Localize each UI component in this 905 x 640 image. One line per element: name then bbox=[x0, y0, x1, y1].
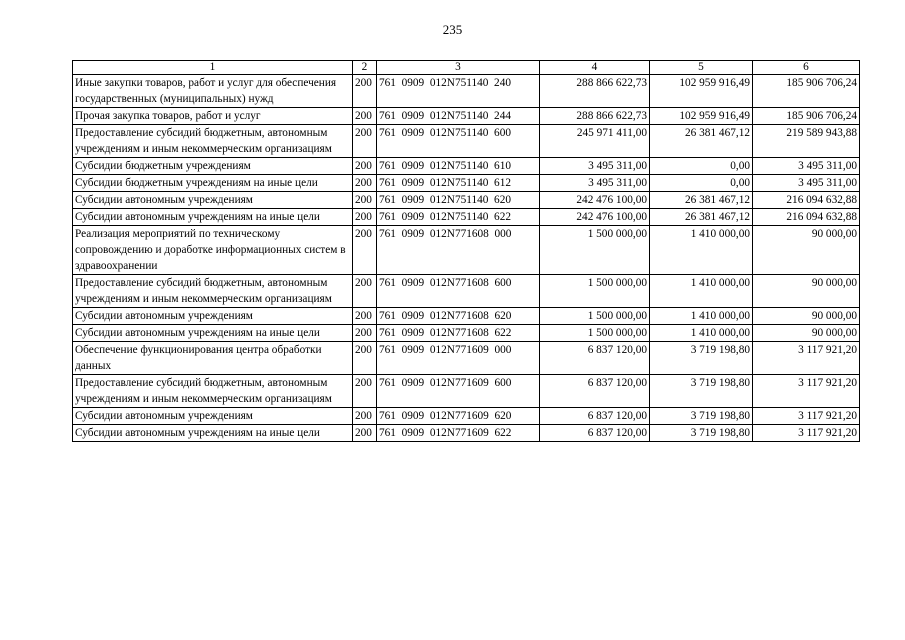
amount-col-6: 90 000,00 bbox=[753, 325, 860, 342]
classification-code: 761 0909 012N771608 620 bbox=[377, 308, 540, 325]
budget-item-name: Субсидии автономным учреждениям на иные цели bbox=[73, 209, 353, 226]
table-row bbox=[73, 125, 860, 158]
header-cell-2: 2 bbox=[353, 61, 377, 75]
table-row bbox=[73, 325, 860, 342]
section-code: 200 bbox=[353, 192, 377, 209]
budget-item-name: Субсидии автономным учреждениям bbox=[73, 308, 353, 325]
classification-code: 761 0909 012N771609 622 bbox=[377, 425, 540, 442]
budget-item-name: Предоставление субсидий бюджетным, автономным учреждениям и иным некоммерческим организациям bbox=[73, 275, 353, 308]
section-code: 200 bbox=[353, 125, 377, 158]
table-row bbox=[73, 375, 860, 408]
section-code: 200 bbox=[353, 226, 377, 275]
amount-col-6: 219 589 943,88 bbox=[753, 125, 860, 158]
table-row bbox=[73, 226, 860, 275]
budget-item-name: Субсидии автономным учреждениям bbox=[73, 192, 353, 209]
amount-col-4: 1 500 000,00 bbox=[540, 275, 650, 308]
section-code: 200 bbox=[353, 158, 377, 175]
amount-col-4: 288 866 622,73 bbox=[540, 108, 650, 125]
budget-item-name: Прочая закупка товаров, работ и услуг bbox=[73, 108, 353, 125]
table-row bbox=[73, 408, 860, 425]
budget-item-name: Субсидии автономным учреждениям на иные цели bbox=[73, 425, 353, 442]
section-code: 200 bbox=[353, 108, 377, 125]
budget-item-name: Субсидии автономным учреждениям на иные цели bbox=[73, 325, 353, 342]
amount-col-4: 6 837 120,00 bbox=[540, 375, 650, 408]
section-code: 200 bbox=[353, 175, 377, 192]
classification-code: 761 0909 012N771608 600 bbox=[377, 275, 540, 308]
section-code: 200 bbox=[353, 209, 377, 226]
classification-code: 761 0909 012N771609 000 bbox=[377, 342, 540, 375]
amount-col-6: 3 495 311,00 bbox=[753, 175, 860, 192]
table-row bbox=[73, 209, 860, 226]
amount-col-6: 185 906 706,24 bbox=[753, 108, 860, 125]
classification-code: 761 0909 012N751140 622 bbox=[377, 209, 540, 226]
classification-code: 761 0909 012N771608 622 bbox=[377, 325, 540, 342]
amount-col-5: 3 719 198,80 bbox=[650, 425, 753, 442]
classification-code: 761 0909 012N771609 600 bbox=[377, 375, 540, 408]
budget-item-name: Субсидии автономным учреждениям bbox=[73, 408, 353, 425]
amount-col-4: 3 495 311,00 bbox=[540, 158, 650, 175]
amount-col-5: 102 959 916,49 bbox=[650, 75, 753, 108]
classification-code: 761 0909 012N751140 620 bbox=[377, 192, 540, 209]
amount-col-6: 3 117 921,20 bbox=[753, 375, 860, 408]
classification-code: 761 0909 012N751140 612 bbox=[377, 175, 540, 192]
amount-col-5: 26 381 467,12 bbox=[650, 209, 753, 226]
amount-col-5: 1 410 000,00 bbox=[650, 226, 753, 275]
amount-col-4: 1 500 000,00 bbox=[540, 325, 650, 342]
budget-item-name: Реализация мероприятий по техническому сопровождению и доработке информационных систем в здравоохранении bbox=[73, 226, 353, 275]
amount-col-5: 3 719 198,80 bbox=[650, 375, 753, 408]
amount-col-4: 3 495 311,00 bbox=[540, 175, 650, 192]
section-code: 200 bbox=[353, 308, 377, 325]
amount-col-4: 1 500 000,00 bbox=[540, 226, 650, 275]
section-code: 200 bbox=[353, 275, 377, 308]
amount-col-6: 3 495 311,00 bbox=[753, 158, 860, 175]
section-code: 200 bbox=[353, 342, 377, 375]
table-row bbox=[73, 108, 860, 125]
budget-item-name: Субсидии бюджетным учреждениям на иные цели bbox=[73, 175, 353, 192]
table-row bbox=[73, 75, 860, 108]
amount-col-6: 90 000,00 bbox=[753, 308, 860, 325]
amount-col-5: 3 719 198,80 bbox=[650, 408, 753, 425]
amount-col-4: 288 866 622,73 bbox=[540, 75, 650, 108]
header-cell-1: 1 bbox=[73, 61, 353, 75]
classification-code: 761 0909 012N751140 244 bbox=[377, 108, 540, 125]
table-row bbox=[73, 192, 860, 209]
classification-code: 761 0909 012N751140 240 bbox=[377, 75, 540, 108]
amount-col-6: 216 094 632,88 bbox=[753, 209, 860, 226]
amount-col-6: 216 094 632,88 bbox=[753, 192, 860, 209]
header-row bbox=[73, 61, 860, 75]
amount-col-4: 242 476 100,00 bbox=[540, 209, 650, 226]
section-code: 200 bbox=[353, 408, 377, 425]
table-row bbox=[73, 158, 860, 175]
table-row bbox=[73, 342, 860, 375]
classification-code: 761 0909 012N771608 000 bbox=[377, 226, 540, 275]
classification-code: 761 0909 012N751140 600 bbox=[377, 125, 540, 158]
section-code: 200 bbox=[353, 75, 377, 108]
budget-item-name: Предоставление субсидий бюджетным, автономным учреждениям и иным некоммерческим организациям bbox=[73, 375, 353, 408]
header-cell-4: 4 bbox=[540, 61, 650, 75]
table-row bbox=[73, 308, 860, 325]
table-row bbox=[73, 175, 860, 192]
table-row bbox=[73, 425, 860, 442]
page-number: 235 bbox=[442, 22, 463, 37]
budget-table bbox=[72, 60, 860, 442]
amount-col-4: 6 837 120,00 bbox=[540, 408, 650, 425]
amount-col-5: 1 410 000,00 bbox=[650, 308, 753, 325]
budget-item-name: Обеспечение функционирования центра обработки данных bbox=[73, 342, 353, 375]
amount-col-5: 102 959 916,49 bbox=[650, 108, 753, 125]
amount-col-5: 0,00 bbox=[650, 158, 753, 175]
budget-item-name: Иные закупки товаров, работ и услуг для обеспечения государственных (муниципальных) нужд bbox=[73, 75, 353, 108]
amount-col-5: 26 381 467,12 bbox=[650, 125, 753, 158]
amount-col-5: 3 719 198,80 bbox=[650, 342, 753, 375]
amount-col-6: 185 906 706,24 bbox=[753, 75, 860, 108]
amount-col-5: 1 410 000,00 bbox=[650, 275, 753, 308]
budget-item-name: Предоставление субсидий бюджетным, автономным учреждениям и иным некоммерческим организациям bbox=[73, 125, 353, 158]
section-code: 200 bbox=[353, 425, 377, 442]
classification-code: 761 0909 012N771609 620 bbox=[377, 408, 540, 425]
section-code: 200 bbox=[353, 325, 377, 342]
amount-col-6: 3 117 921,20 bbox=[753, 342, 860, 375]
budget-item-name: Субсидии бюджетным учреждениям bbox=[73, 158, 353, 175]
amount-col-4: 1 500 000,00 bbox=[540, 308, 650, 325]
amount-col-4: 6 837 120,00 bbox=[540, 342, 650, 375]
amount-col-4: 242 476 100,00 bbox=[540, 192, 650, 209]
amount-col-6: 90 000,00 bbox=[753, 226, 860, 275]
amount-col-5: 1 410 000,00 bbox=[650, 325, 753, 342]
classification-code: 761 0909 012N751140 610 bbox=[377, 158, 540, 175]
amount-col-4: 6 837 120,00 bbox=[540, 425, 650, 442]
amount-col-4: 245 971 411,00 bbox=[540, 125, 650, 158]
header-cell-3: 3 bbox=[377, 61, 540, 75]
table-row bbox=[73, 275, 860, 308]
table-body bbox=[73, 75, 860, 442]
amount-col-6: 3 117 921,20 bbox=[753, 425, 860, 442]
amount-col-5: 26 381 467,12 bbox=[650, 192, 753, 209]
header-cell-5: 5 bbox=[650, 61, 753, 75]
amount-col-6: 3 117 921,20 bbox=[753, 408, 860, 425]
amount-col-5: 0,00 bbox=[650, 175, 753, 192]
amount-col-6: 90 000,00 bbox=[753, 275, 860, 308]
section-code: 200 bbox=[353, 375, 377, 408]
header-cell-6: 6 bbox=[753, 61, 860, 75]
